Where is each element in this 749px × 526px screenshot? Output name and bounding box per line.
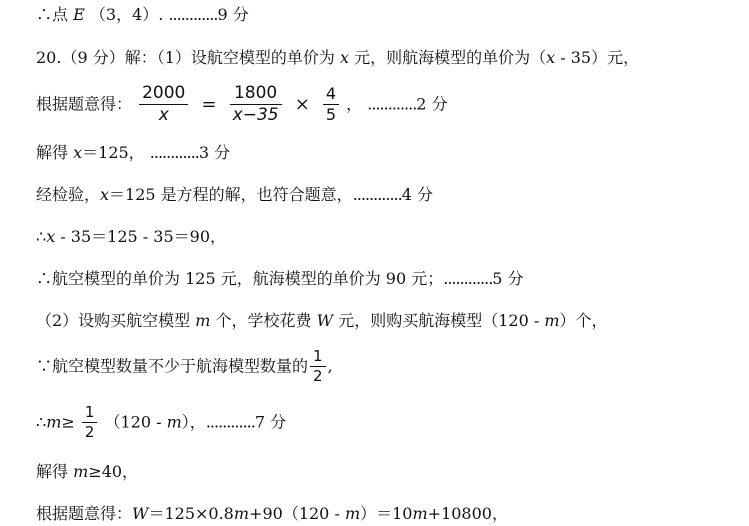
text: 个，学校花费 <box>215 311 312 330</box>
line-solve-m <box>36 461 138 483</box>
text: +90（120 - <box>249 504 345 523</box>
variable: m <box>412 504 428 523</box>
variable: m <box>73 462 89 481</box>
text: 20.（9 分）解：（1）设航空模型的单价为 <box>36 48 335 67</box>
text: ＝125， <box>82 143 145 162</box>
line-prices <box>36 268 524 290</box>
denominator: x <box>158 105 169 125</box>
leader-dots: ............ <box>205 412 255 432</box>
text: ∵航空模型数量不少于航海模型数量的 <box>36 356 309 376</box>
line-point-e <box>36 4 249 26</box>
variable: m <box>195 311 211 330</box>
text: ）， <box>181 412 206 432</box>
variable: m <box>46 412 62 432</box>
text: （120 - <box>104 412 167 432</box>
text: 经检验， <box>36 185 101 204</box>
numerator: 2000 <box>139 85 188 105</box>
fraction <box>310 349 326 384</box>
variable: E <box>73 5 85 24</box>
text: ≥40， <box>88 462 139 481</box>
score: 2 分 <box>416 94 448 114</box>
text: +10800， <box>427 504 508 523</box>
denominator: 2 <box>313 367 323 385</box>
leader-dots: ............ <box>367 94 417 114</box>
variable: m <box>344 504 361 523</box>
line-question-20 <box>36 47 639 69</box>
leader-dots: ............ <box>168 5 218 24</box>
variable: x <box>46 227 56 246</box>
variable: x <box>340 48 350 67</box>
text: - 35＝125 - 35＝90， <box>55 227 226 246</box>
text: 根据题意得： <box>36 94 133 114</box>
fraction <box>139 85 188 124</box>
denominator: 2 <box>84 423 95 441</box>
fraction <box>82 405 98 440</box>
text: ≥ <box>61 412 75 432</box>
text: ∴点 <box>36 5 69 24</box>
leader-dots: ............ <box>443 269 493 288</box>
times-sign: × <box>294 93 310 115</box>
score: 4 分 <box>401 185 433 204</box>
text: , <box>327 356 333 376</box>
text: ）＝10 <box>360 504 413 523</box>
leader-dots: ............ <box>352 185 402 204</box>
score: 9 分 <box>217 5 249 24</box>
text: （3，4）. <box>89 5 169 24</box>
text: 根据题意得： <box>36 504 133 523</box>
text: ， <box>346 94 363 114</box>
line-part-2 <box>36 310 608 332</box>
text: ＝125×0.8 <box>148 504 234 523</box>
numerator: 1 <box>82 405 98 423</box>
score: 3 分 <box>198 143 231 162</box>
score: 5 分 <box>492 269 524 288</box>
variable: m <box>166 412 182 432</box>
text: ∴航空模型的单价为 125 元，航海模型的单价为 90 元； <box>36 269 444 288</box>
equals-sign: = <box>201 93 217 115</box>
text: ∴ <box>36 412 47 432</box>
numerator: 1800 <box>230 85 282 105</box>
fraction <box>230 85 282 124</box>
text: 元，则航海模型的单价为（ <box>354 48 547 67</box>
denominator: 5 <box>325 105 337 124</box>
line-compute <box>36 226 226 248</box>
variable: W <box>316 311 334 330</box>
text: （2）设购买航空模型 <box>36 311 191 330</box>
score: 7 分 <box>254 412 287 432</box>
text: ∴ <box>36 227 47 246</box>
text: 元，则购买航海模型（120 - <box>338 311 545 330</box>
line-solve-x <box>36 142 230 164</box>
variable: W <box>132 504 149 523</box>
line-check <box>36 184 433 206</box>
text: 解得 <box>36 462 69 481</box>
variable: m <box>233 504 250 523</box>
line-condition <box>36 346 333 387</box>
line-inequality <box>36 402 286 443</box>
numerator: 1 <box>310 349 326 367</box>
denominator: x−35 <box>232 105 279 125</box>
leader-dots: ............ <box>149 143 199 162</box>
variable: m <box>544 311 560 330</box>
variable: x <box>100 185 110 204</box>
text: 解得 <box>36 143 69 162</box>
text: - 35）元， <box>555 48 640 67</box>
variable: x <box>73 143 83 162</box>
numerator: 4 <box>323 86 339 105</box>
text: ＝125 是方程的解，也符合题意， <box>109 185 353 204</box>
line-equation <box>36 80 448 129</box>
variable: x <box>546 48 556 67</box>
line-cost-function <box>36 503 508 525</box>
fraction <box>323 86 339 123</box>
text: ）个， <box>559 311 608 330</box>
